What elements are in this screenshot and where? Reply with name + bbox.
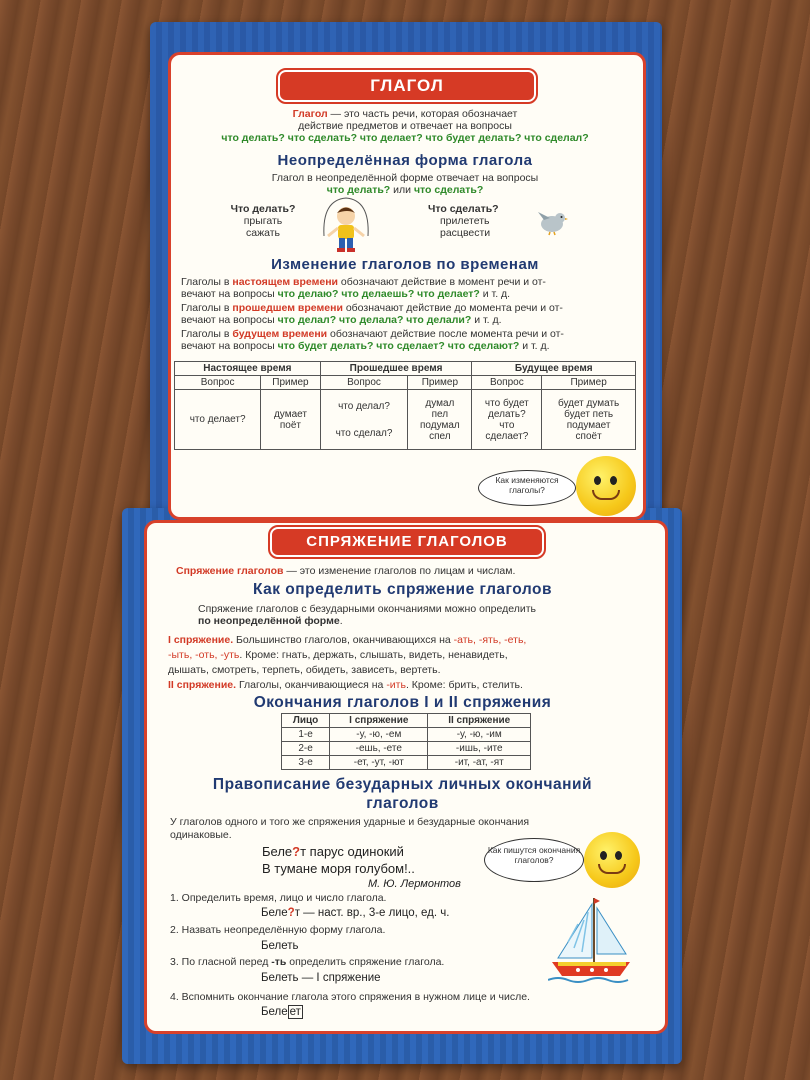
table-cell: что делал? что сделал? xyxy=(320,390,408,450)
present-tense-questions: вечают на вопросы что делаю? что делаешь? что делает? и т. д. xyxy=(181,288,511,300)
conjugation-definition: Спряжение глаголов — это изменение глаголов по лицам и числам. xyxy=(176,565,516,577)
sailboat-illustration xyxy=(548,892,634,984)
step-4: 4. Вспомнить окончание глагола этого спряжения в нужном лице и числе. xyxy=(170,991,530,1003)
poem-author: М. Ю. Лермонтов xyxy=(368,878,461,890)
first-conjugation-text-line2: -ыть, -оть, -уть. Кроме: гнать, держать, слышать, видеть, ненавидеть, xyxy=(168,649,508,661)
spelling-heading-line2: глаголов xyxy=(366,795,439,812)
step-1-example: Беле?т — наст. вр., 3-е лицо, ед. ч. xyxy=(261,907,450,919)
how-heading: Как определить спряжение глаголов xyxy=(252,581,553,598)
table-header-present: Настоящее время xyxy=(175,362,321,376)
endings-heading: Окончания глаголов I и II спряжения xyxy=(253,694,552,711)
past-tense-questions: вечают на вопросы что делал? что делала? что делали? и т. д. xyxy=(181,314,502,326)
infinitive-right-column: Что сделать? прилететь расцвести xyxy=(428,203,499,239)
table-header-future: Будущее время xyxy=(472,362,636,376)
infinitive-heading: Неопределённая форма глагола xyxy=(277,152,533,169)
second-conjugation-text: II спряжение. Глаголы, оканчивающиеся на -ить. Кроме: брить, стелить. xyxy=(168,679,523,691)
table-subheader: Вопрос xyxy=(320,376,408,390)
tense-heading: Изменение глаголов по временам xyxy=(271,256,539,273)
table-subheader: Вопрос xyxy=(472,376,542,390)
smiley-sun-icon xyxy=(576,456,636,516)
speech-bubble-endings: Как пишутся окончания глаголов? xyxy=(484,838,584,882)
table-cell: что делает? xyxy=(175,390,261,450)
spelling-text-line2: одинаковые. xyxy=(170,829,232,841)
present-tense-text: Глаголы в настоящем времени обозначают действие в момент речи и от- xyxy=(181,276,546,288)
table-cell: 3-е xyxy=(282,756,330,770)
how-text-line2: по неопределённой форме. xyxy=(198,615,343,627)
infinitive-left-column: Что делать? прыгать сажать xyxy=(230,203,296,239)
tense-table xyxy=(174,361,636,450)
verb-questions: что делать? что сделать? что делает? что будет делать? что сделал? xyxy=(221,132,589,144)
boy-jumping-rope-illustration xyxy=(318,196,374,256)
table-cell: -ешь, -ете xyxy=(330,742,428,756)
step-4-example: Беле ет xyxy=(261,1006,301,1018)
endings-table xyxy=(281,713,531,770)
table-cell: -ит, -ат, -ят xyxy=(428,756,531,770)
step-1: 1. Определить время, лицо и число глагола. xyxy=(170,892,387,904)
step-3: 3. По гласной перед -ть определить спряжение глагола. xyxy=(170,956,445,968)
table-cell: 2-е xyxy=(282,742,330,756)
endings-table-header: Лицо xyxy=(282,714,330,728)
table-cell: -у, -ю, -ем xyxy=(330,728,428,742)
smiley-sun-icon xyxy=(584,832,640,888)
past-tense-text: Глаголы в прошедшем времени обозначают действие до момента речи и от- xyxy=(181,302,563,314)
endings-table-header: II спряжение xyxy=(428,714,531,728)
step-3-example: Белеть — I спряжение xyxy=(261,972,381,984)
endings-table-header: I спряжение xyxy=(330,714,428,728)
infinitive-questions: что делать? или что сделать? xyxy=(326,184,484,196)
table-cell: 1-е xyxy=(282,728,330,742)
page-title-verb: ГЛАГОЛ xyxy=(278,70,536,102)
table-row xyxy=(282,728,531,742)
future-tense-text: Глаголы в будущем времени обозначают действие после момента речи и от- xyxy=(181,328,564,340)
spelling-heading: Правописание безударных личных окончаний xyxy=(212,776,593,793)
step-2-example: Белеть xyxy=(261,940,299,952)
table-subheader: Пример xyxy=(261,376,320,390)
table-row xyxy=(282,742,531,756)
infinitive-text: Глагол в неопределённой форме отвечает на вопросы xyxy=(271,172,539,184)
poem-line1: Беле?т парус одинокий xyxy=(262,844,404,859)
verb-definition-line2: действие предметов и отвечает на вопросы xyxy=(298,120,512,132)
how-text: Спряжение глаголов с безударными окончаниями можно определить xyxy=(198,603,536,615)
table-header-past: Прошедшее время xyxy=(320,362,472,376)
table-cell: думал пел подумал спел xyxy=(408,390,472,450)
table-row xyxy=(282,756,531,770)
table-subheader: Пример xyxy=(408,376,472,390)
first-conjugation-text: I спряжение. Большинство глаголов, оканчивающихся на -ать, -ять, -еть, xyxy=(168,634,527,646)
bird-illustration xyxy=(536,208,568,236)
table-subheader: Пример xyxy=(542,376,636,390)
table-cell: -ишь, -ите xyxy=(428,742,531,756)
future-tense-questions: вечают на вопросы что будет делать? что сделает? что сделают? и т. д. xyxy=(181,340,550,352)
table-cell: что будет делать? что сделает? xyxy=(472,390,542,450)
table-cell: будет думать будет петь подумает споёт xyxy=(542,390,636,450)
page-title-conjugation: СПРЯЖЕНИЕ ГЛАГОЛОВ xyxy=(270,527,544,557)
table-cell: думает поёт xyxy=(261,390,320,450)
poem-line2: В тумане моря голубом!.. xyxy=(262,861,415,876)
spelling-text: У глаголов одного и того же спряжения ударные и безударные окончания xyxy=(170,816,530,828)
table-cell: -ет, -ут, -ют xyxy=(330,756,428,770)
step-2: 2. Назвать неопределённую форму глагола. xyxy=(170,924,386,936)
speech-bubble-tenses: Как изменяются глаголы? xyxy=(478,470,576,506)
verb-definition: Глагол — это часть речи, которая обозначает xyxy=(292,108,518,120)
table-cell: -у, -ю, -им xyxy=(428,728,531,742)
table-subheader: Вопрос xyxy=(175,376,261,390)
first-conjugation-text-line3: дышать, смотреть, терпеть, обидеть, зависеть, вертеть. xyxy=(168,664,441,676)
